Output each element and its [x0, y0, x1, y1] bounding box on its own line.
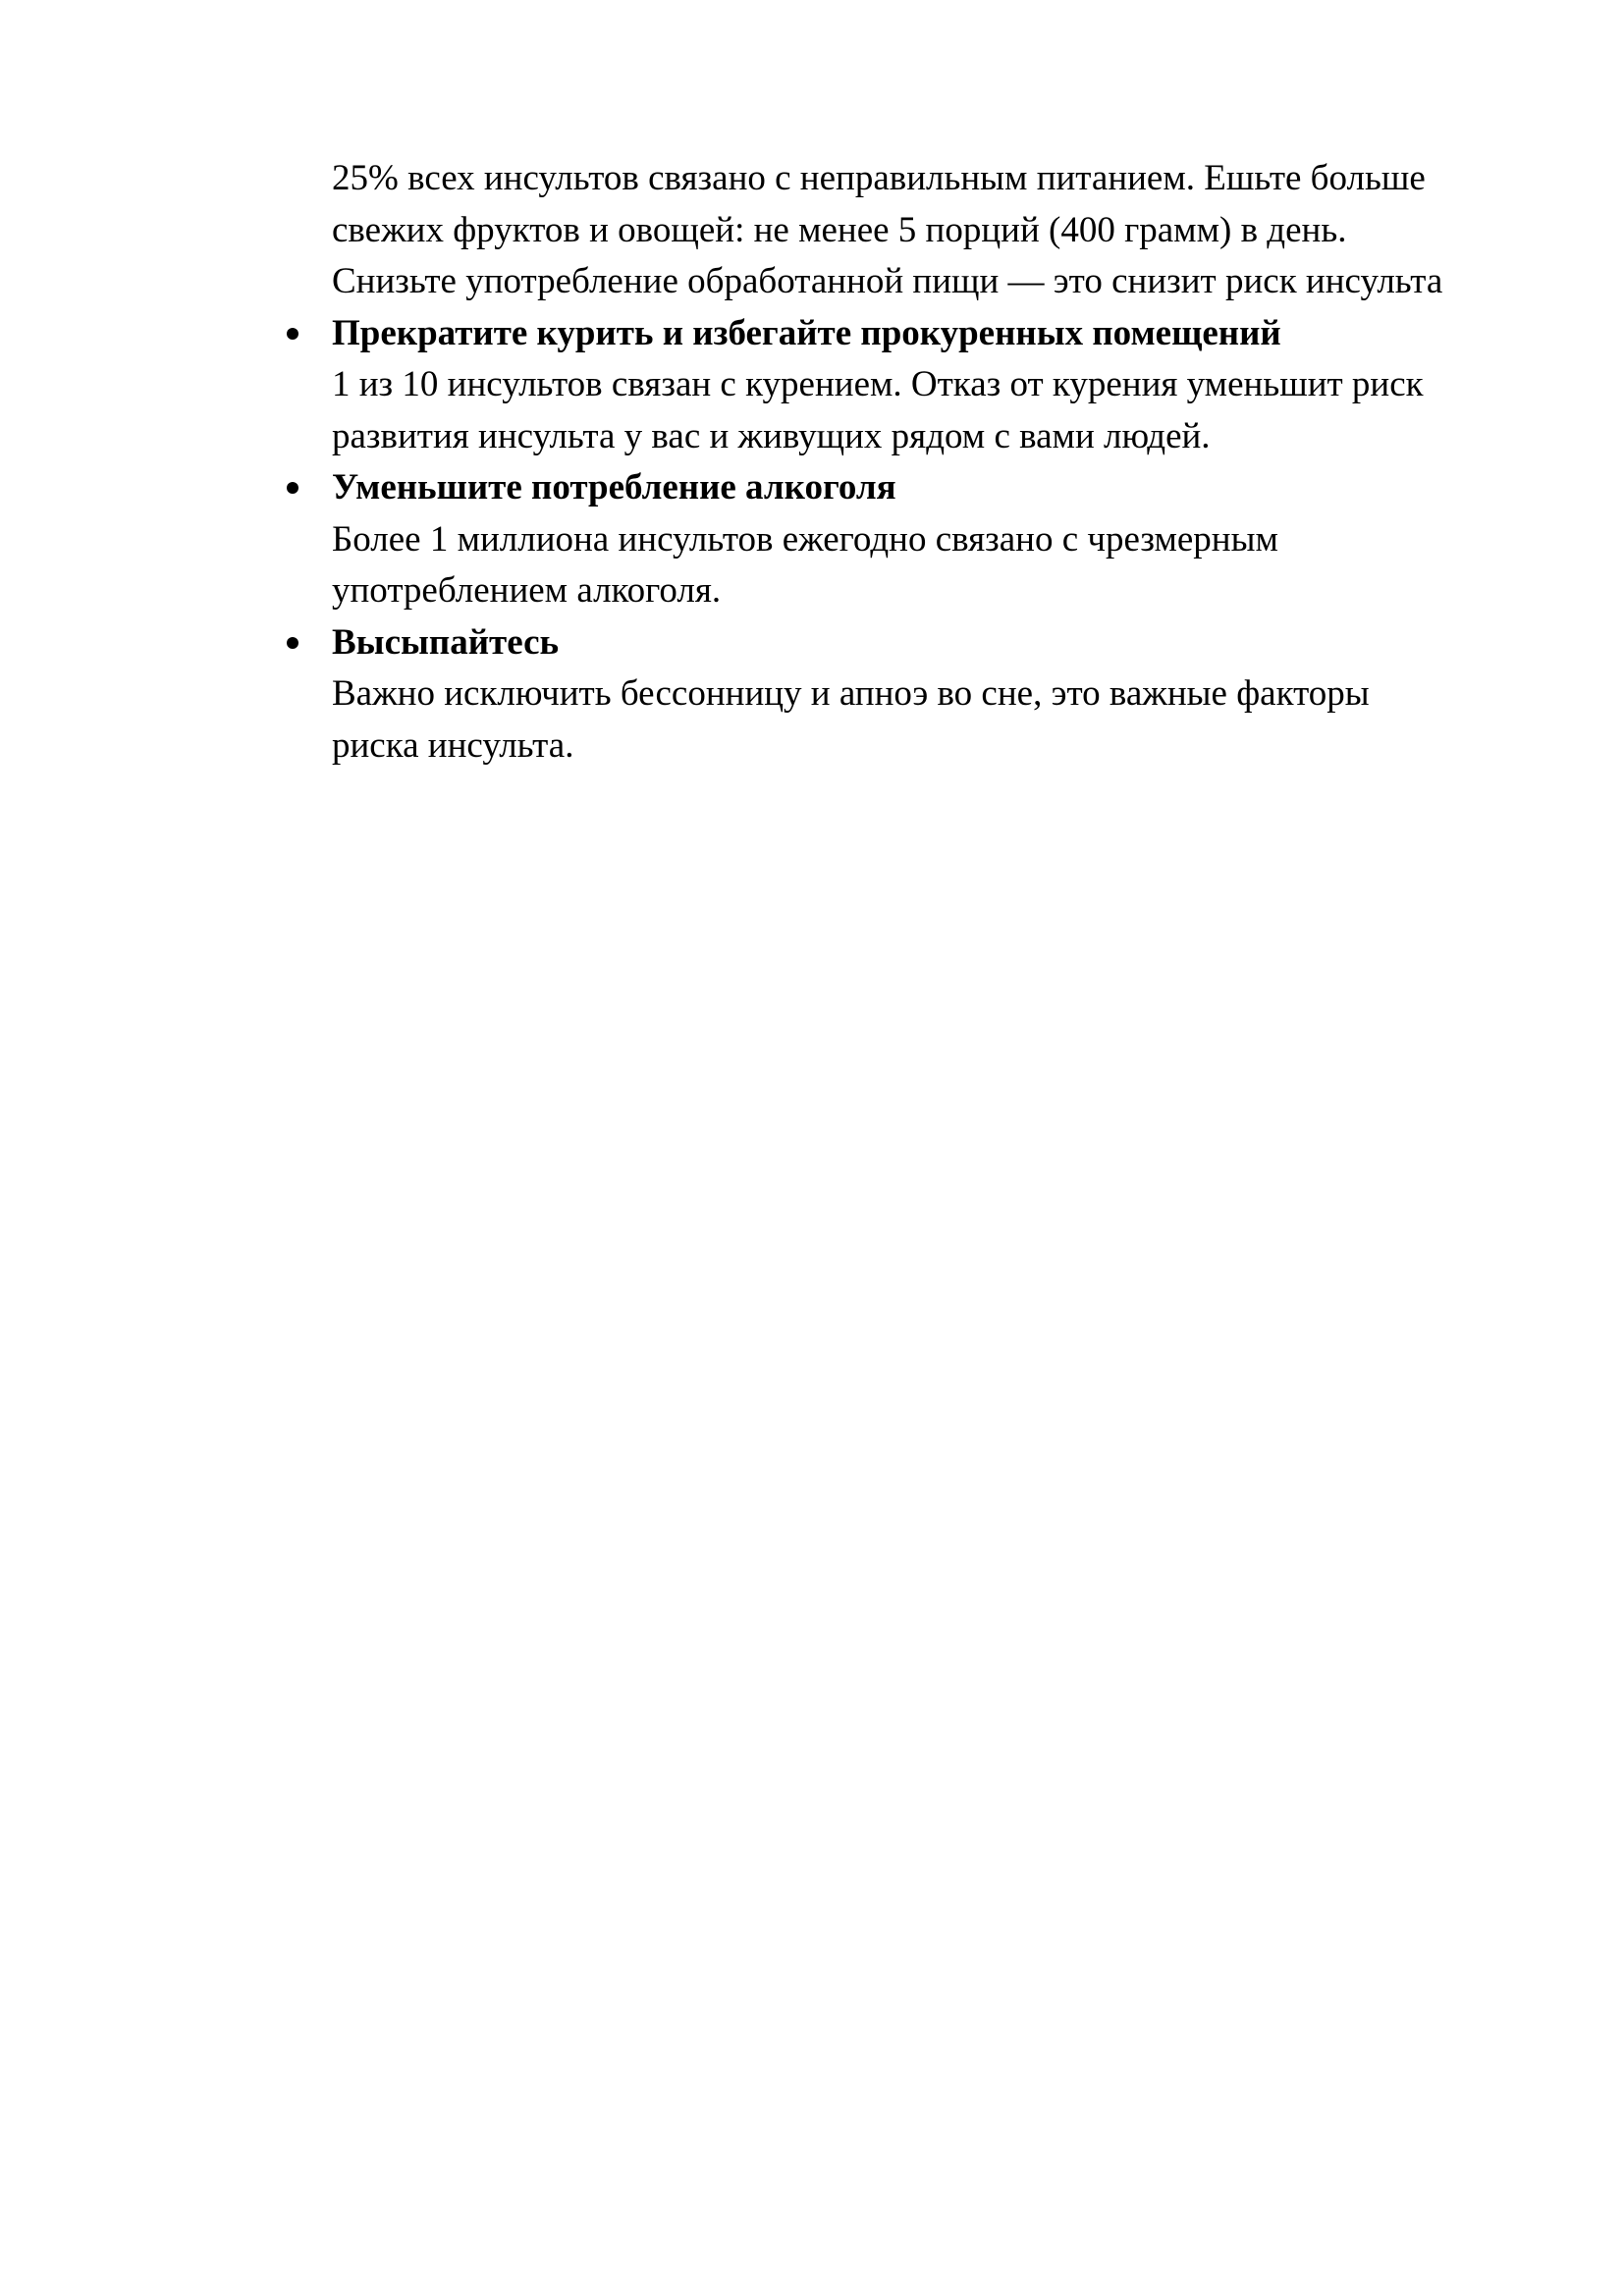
- bullet-list: [332, 308, 1540, 773]
- intro-paragraph: [332, 153, 1540, 308]
- item-heading: Уменьшите потребление алкоголя: [332, 467, 896, 507]
- bullet-icon: [283, 617, 302, 669]
- intro-line: свежих фруктов и овощей: не менее 5 порций (400 грамм) в день.: [332, 209, 1347, 250]
- intro-line: 25% всех инсультов связано с неправильным питанием. Ешьте больше: [332, 158, 1426, 198]
- bullet-icon: [283, 462, 302, 514]
- list-item: [332, 617, 1540, 773]
- list-item: [332, 308, 1540, 463]
- page-content: [332, 153, 1540, 772]
- item-text-line: Важно исключить бессонницу и апноэ во сне, это важные факторы: [332, 673, 1370, 714]
- list-item: [332, 462, 1540, 617]
- item-text-line: Более 1 миллиона инсультов ежегодно связано с чрезмерным: [332, 518, 1278, 560]
- item-text-line: употреблением алкоголя.: [332, 570, 722, 611]
- item-heading: Прекратите курить и избегайте прокуренных помещений: [332, 312, 1281, 353]
- item-heading: Высыпайтесь: [332, 621, 560, 663]
- item-text-line: развития инсульта у вас и живущих рядом с вами людей.: [332, 415, 1211, 456]
- bullet-icon: [283, 308, 302, 360]
- item-text-line: риска инсульта.: [332, 724, 574, 766]
- item-text-line: 1 из 10 инсультов связан с курением. Отказ от курения уменьшит риск: [332, 364, 1424, 404]
- intro-line: Снизьте употребление обработанной пищи — это снизит риск инсульта: [332, 261, 1443, 301]
